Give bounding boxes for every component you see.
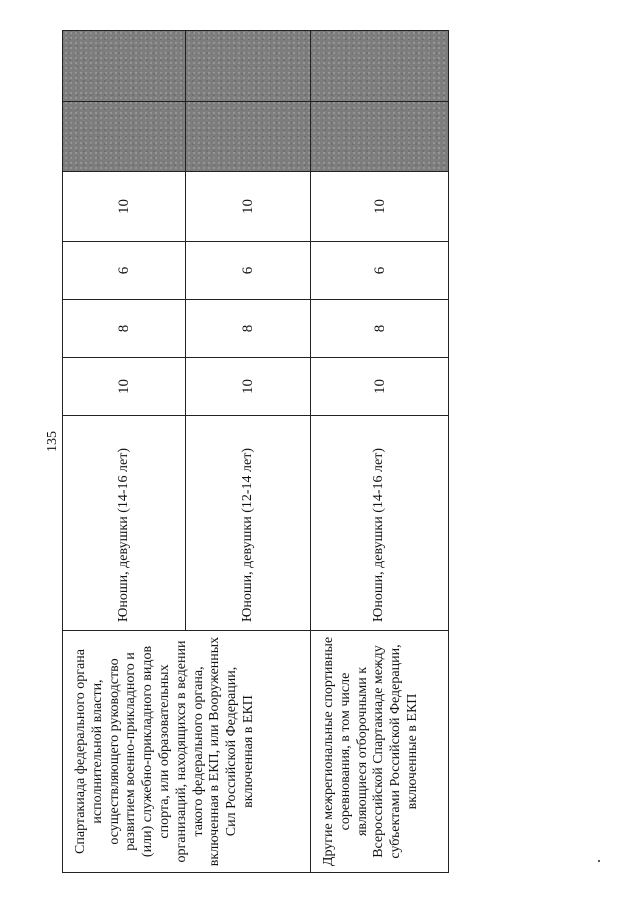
page-number: 135 — [45, 431, 60, 452]
grayed-cell — [186, 102, 311, 172]
grayed-cell — [63, 102, 186, 172]
table-row — [63, 31, 186, 873]
rotated-table-container — [62, 31, 448, 873]
value-cell: 6 — [63, 242, 186, 300]
value-cell: 8 — [63, 300, 186, 358]
age-group-cell: Юноши, девушки (14-16 лет) — [311, 416, 449, 631]
competition-name-cell: Другие межрегиональные спортивные соревнования, в том числе являющиеся отборочными к Всероссийской Спартакиаде между субъектами Российской Федерации, включенные в ЕКП — [311, 631, 449, 873]
scan-speck — [598, 860, 600, 862]
value-cell: 8 — [311, 300, 449, 358]
value-cell: 6 — [311, 242, 449, 300]
value-cell: 10 — [63, 172, 186, 242]
grayed-cell — [311, 102, 449, 172]
value-cell: 10 — [311, 172, 449, 242]
value-cell: 10 — [63, 358, 186, 416]
table-row — [311, 31, 449, 873]
grayed-cell — [311, 31, 449, 102]
competition-table — [62, 30, 449, 873]
value-cell: 10 — [186, 172, 311, 242]
grayed-cell — [186, 31, 311, 102]
age-group-cell: Юноши, девушки (14-16 лет) — [63, 416, 186, 631]
value-cell: 6 — [186, 242, 311, 300]
age-group-cell: Юноши, девушки (12-14 лет) — [186, 416, 311, 631]
grayed-cell — [63, 31, 186, 102]
competition-name-cell: Спартакиада федерального органа исполнительной власти, осуществляющего руководство развитием военно-прикладного и (или) служебно-прикладного видов спорта, или образовательных организаций, находящихся в ведении такого федерального органа, включенная в ЕКП, или Вооруженных Сил Российской Федерации, включенная в ЕКП — [63, 631, 311, 873]
value-cell: 8 — [186, 300, 311, 358]
value-cell: 10 — [311, 358, 449, 416]
value-cell: 10 — [186, 358, 311, 416]
